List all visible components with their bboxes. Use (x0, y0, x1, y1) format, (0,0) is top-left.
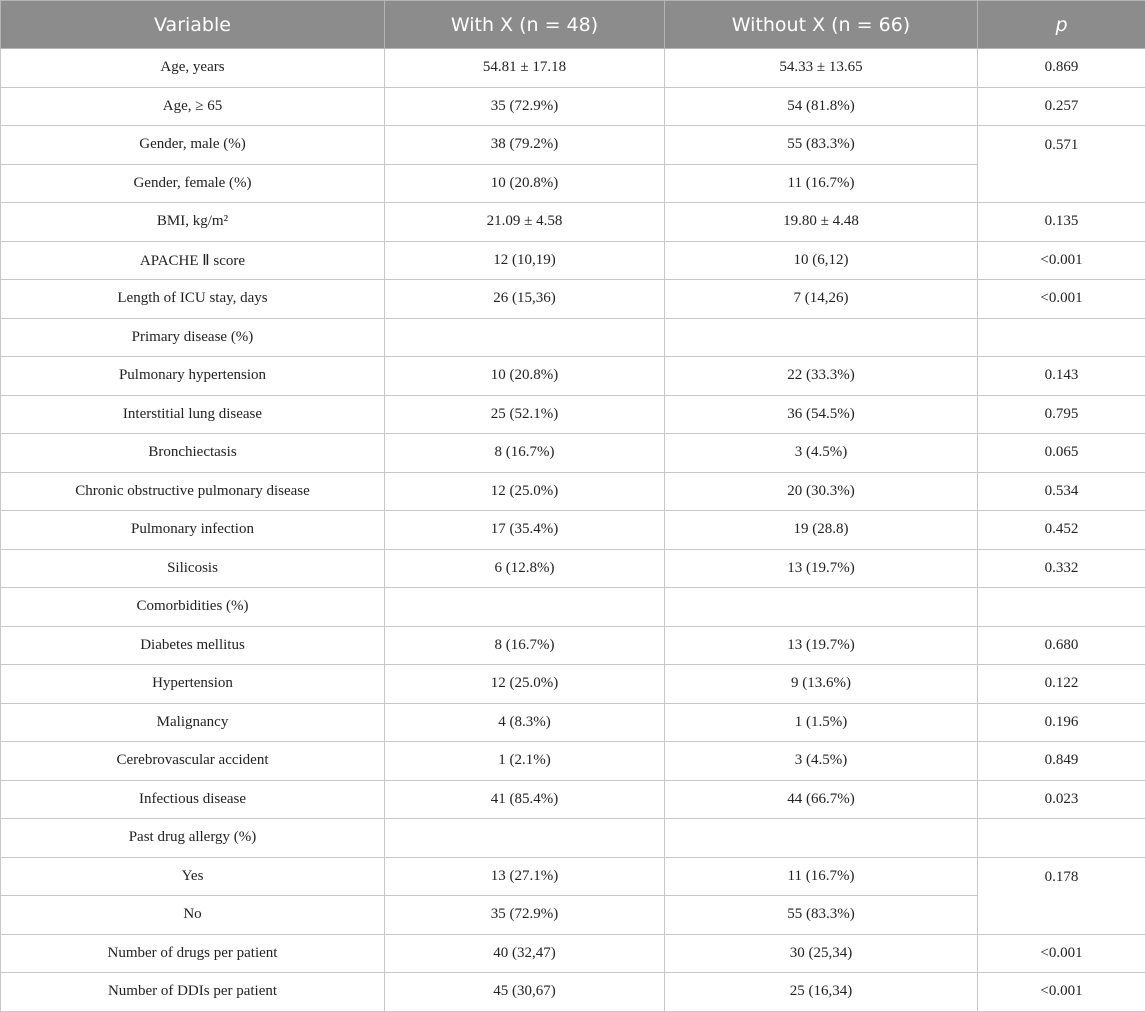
cell-variable: No (1, 896, 385, 935)
table-row (1, 780, 1145, 819)
cell-p-value: 0.196 (978, 703, 1145, 742)
table-row (1, 588, 1145, 627)
cell-variable: Gender, male (%) (1, 126, 385, 165)
cell-without-x: 25 (16,34) (665, 973, 978, 1012)
cell-with-x: 17 (35.4%) (385, 511, 665, 550)
cell-variable: Bronchiectasis (1, 434, 385, 473)
cell-variable: Yes (1, 857, 385, 896)
cell-p-value: 0.534 (978, 472, 1145, 511)
cell-without-x: 13 (19.7%) (665, 549, 978, 588)
cell-p-value: 0.849 (978, 742, 1145, 781)
table-row (1, 434, 1145, 473)
table-body (1, 49, 1145, 1012)
cell-variable: Length of ICU stay, days (1, 280, 385, 319)
table-row (1, 703, 1145, 742)
cell-variable: Primary disease (%) (1, 318, 385, 357)
table-row (1, 857, 1145, 896)
cell-variable: Hypertension (1, 665, 385, 704)
cell-p-value: 0.452 (978, 511, 1145, 550)
cell-without-x: 36 (54.5%) (665, 395, 978, 434)
cell-with-x: 35 (72.9%) (385, 87, 665, 126)
cell-p-value: <0.001 (978, 934, 1145, 973)
cell-variable: Diabetes mellitus (1, 626, 385, 665)
cell-without-x: 19.80 ± 4.48 (665, 203, 978, 242)
header-with-x: With X (n = 48) (385, 1, 665, 49)
cell-p-value: 0.178 (978, 857, 1145, 934)
cell-without-x (665, 318, 978, 357)
cell-p-value (978, 819, 1145, 858)
cell-with-x: 12 (25.0%) (385, 665, 665, 704)
table-row (1, 164, 1145, 203)
cell-with-x: 10 (20.8%) (385, 357, 665, 396)
table-row (1, 395, 1145, 434)
table-row (1, 472, 1145, 511)
cell-without-x (665, 819, 978, 858)
cell-with-x: 4 (8.3%) (385, 703, 665, 742)
cell-with-x: 12 (10,19) (385, 241, 665, 280)
table-row (1, 549, 1145, 588)
table-row (1, 896, 1145, 935)
cell-variable: Number of DDIs per patient (1, 973, 385, 1012)
cell-p-value: 0.143 (978, 357, 1145, 396)
cell-without-x: 30 (25,34) (665, 934, 978, 973)
cell-p-value: 0.332 (978, 549, 1145, 588)
cell-p-value: 0.135 (978, 203, 1145, 242)
cell-with-x: 21.09 ± 4.58 (385, 203, 665, 242)
cell-with-x: 35 (72.9%) (385, 896, 665, 935)
cell-without-x: 20 (30.3%) (665, 472, 978, 511)
table-row (1, 126, 1145, 165)
table-row (1, 318, 1145, 357)
cell-variable: Past drug allergy (%) (1, 819, 385, 858)
table-row (1, 511, 1145, 550)
cell-without-x: 19 (28.8) (665, 511, 978, 550)
cell-without-x: 7 (14,26) (665, 280, 978, 319)
table-row (1, 203, 1145, 242)
cell-variable: BMI, kg/m² (1, 203, 385, 242)
cell-p-value: 0.257 (978, 87, 1145, 126)
cell-variable: Age, ≥ 65 (1, 87, 385, 126)
cell-variable: Pulmonary hypertension (1, 357, 385, 396)
cell-with-x: 13 (27.1%) (385, 857, 665, 896)
cell-without-x: 13 (19.7%) (665, 626, 978, 665)
header-p-value: p (978, 1, 1145, 49)
cell-p-value: 0.869 (978, 49, 1145, 88)
table-row (1, 357, 1145, 396)
cell-with-x: 54.81 ± 17.18 (385, 49, 665, 88)
table-row (1, 49, 1145, 88)
cell-with-x (385, 318, 665, 357)
cell-without-x: 9 (13.6%) (665, 665, 978, 704)
table-row (1, 241, 1145, 280)
cell-with-x: 1 (2.1%) (385, 742, 665, 781)
cell-variable: Comorbidities (%) (1, 588, 385, 627)
cell-without-x: 54 (81.8%) (665, 87, 978, 126)
cell-with-x: 45 (30,67) (385, 973, 665, 1012)
table-row (1, 742, 1145, 781)
table-row (1, 819, 1145, 858)
cell-variable: Age, years (1, 49, 385, 88)
cell-without-x: 3 (4.5%) (665, 434, 978, 473)
table-row (1, 934, 1145, 973)
table-row (1, 973, 1145, 1012)
cell-p-value (978, 588, 1145, 627)
cell-with-x: 40 (32,47) (385, 934, 665, 973)
header-row (1, 1, 1145, 49)
cell-variable: Silicosis (1, 549, 385, 588)
cell-without-x: 55 (83.3%) (665, 896, 978, 935)
cell-without-x (665, 588, 978, 627)
cell-without-x: 10 (6,12) (665, 241, 978, 280)
cell-with-x: 10 (20.8%) (385, 164, 665, 203)
cell-variable: Pulmonary infection (1, 511, 385, 550)
cell-without-x: 1 (1.5%) (665, 703, 978, 742)
cell-with-x (385, 819, 665, 858)
cell-p-value: 0.795 (978, 395, 1145, 434)
cell-variable: Gender, female (%) (1, 164, 385, 203)
cell-variable: Chronic obstructive pulmonary disease (1, 472, 385, 511)
cell-variable: Interstitial lung disease (1, 395, 385, 434)
cell-variable: Malignancy (1, 703, 385, 742)
cell-with-x: 38 (79.2%) (385, 126, 665, 165)
cell-with-x (385, 588, 665, 627)
cell-without-x: 55 (83.3%) (665, 126, 978, 165)
cell-with-x: 26 (15,36) (385, 280, 665, 319)
cell-p-value: 0.065 (978, 434, 1145, 473)
header-variable: Variable (1, 1, 385, 49)
cell-variable: Infectious disease (1, 780, 385, 819)
cell-p-value: 0.571 (978, 126, 1145, 203)
cell-p-value: 0.023 (978, 780, 1145, 819)
cell-variable: Number of drugs per patient (1, 934, 385, 973)
cell-without-x: 3 (4.5%) (665, 742, 978, 781)
cell-without-x: 44 (66.7%) (665, 780, 978, 819)
cell-p-value: 0.680 (978, 626, 1145, 665)
table-row (1, 665, 1145, 704)
cell-p-value: <0.001 (978, 973, 1145, 1012)
cell-with-x: 25 (52.1%) (385, 395, 665, 434)
cell-p-value (978, 318, 1145, 357)
cell-p-value: <0.001 (978, 241, 1145, 280)
cell-variable: APACHE Ⅱ score (1, 241, 385, 280)
cell-variable: Cerebrovascular accident (1, 742, 385, 781)
table-row (1, 280, 1145, 319)
cell-with-x: 8 (16.7%) (385, 434, 665, 473)
cell-with-x: 12 (25.0%) (385, 472, 665, 511)
cell-without-x: 11 (16.7%) (665, 857, 978, 896)
cell-without-x: 11 (16.7%) (665, 164, 978, 203)
table-row (1, 87, 1145, 126)
cell-with-x: 41 (85.4%) (385, 780, 665, 819)
header-without-x: Without X (n = 66) (665, 1, 978, 49)
cell-without-x: 54.33 ± 13.65 (665, 49, 978, 88)
cell-with-x: 6 (12.8%) (385, 549, 665, 588)
cell-p-value: 0.122 (978, 665, 1145, 704)
cell-with-x: 8 (16.7%) (385, 626, 665, 665)
cell-without-x: 22 (33.3%) (665, 357, 978, 396)
table-row (1, 626, 1145, 665)
cell-p-value: <0.001 (978, 280, 1145, 319)
